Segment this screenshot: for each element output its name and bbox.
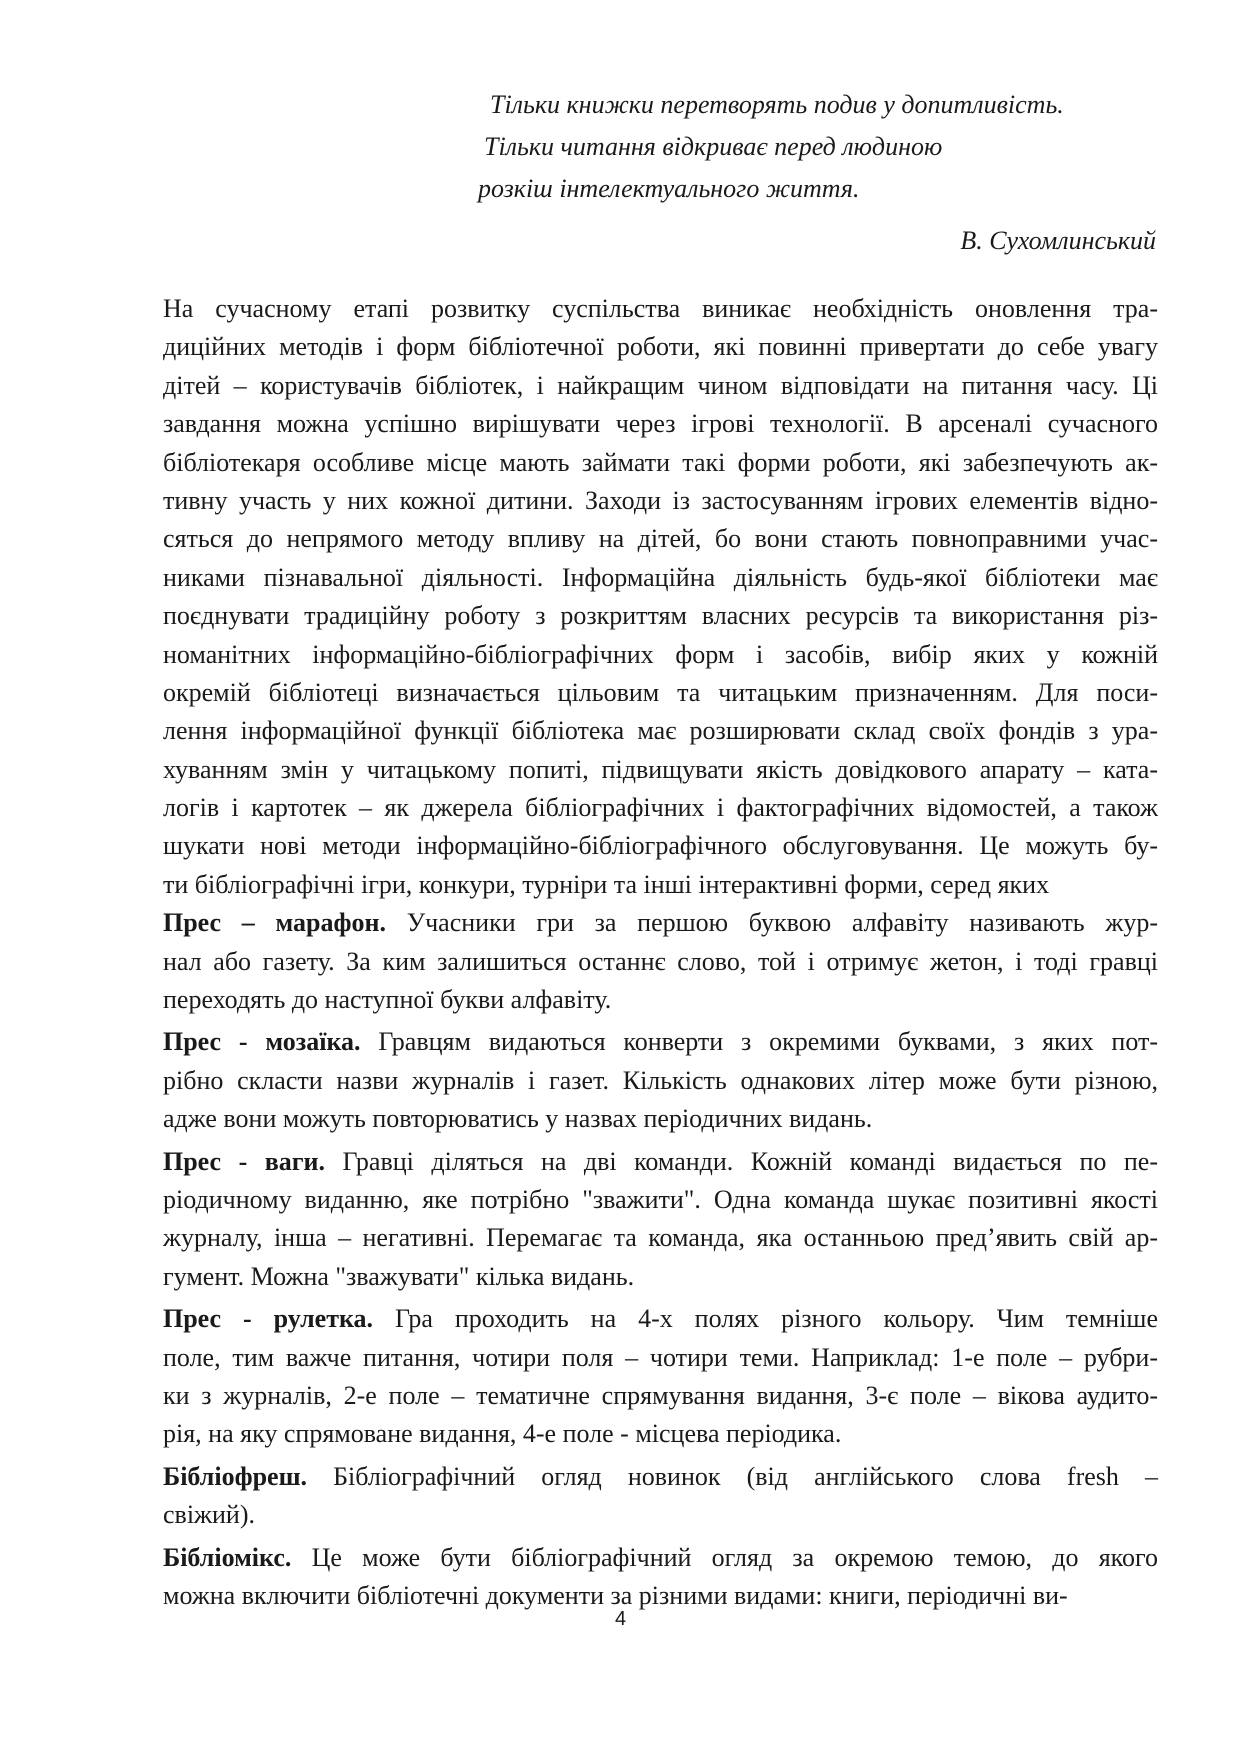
definition-term: Прес – марафон. (163, 908, 386, 938)
intro-line: лення інформаційної функції бібліотека має розширювати склад своїх фондів з ура- (163, 716, 1158, 746)
intro-line: бібліотекаря особливе місце мають займати такі форми роботи, які забезпечують ак- (163, 447, 1158, 477)
epigraph-line: розкіш інтелектуального життя. (478, 174, 860, 203)
definition-line (90, 1300, 1158, 1338)
definition-line: можна включити бібліотечні документи за різними видами: книги, періодичні ви- (163, 1580, 1068, 1610)
definition-term: Бібліофреш. (163, 1461, 308, 1491)
intro-line: На сучасному етапі розвитку суспільства виникає необхідність оновлення тра- (163, 294, 1158, 323)
body-text (90, 290, 1158, 1619)
epigraph-author: В. Сухомлинський (960, 226, 1156, 255)
definition-line: гумент. Можна "зважувати" кілька видань. (163, 1261, 635, 1291)
intro-line: никами пізнавальної діяльності. Інформаційна діяльність будь-якої бібліотеки має (163, 562, 1158, 592)
definition-line: переходять до наступної букви алфавіту. (163, 985, 612, 1015)
page-number: 4 (614, 1608, 627, 1630)
definition-line: адже вони можуть повторюватись у назвах періодичних видань. (163, 1104, 873, 1134)
definition-text: Гравцям видаються конверти з окремими буквами, з яких пот- (360, 1027, 1159, 1057)
intro-line: логів і картотек – як джерела бібліографічних і фактографічних відомостей, а також (163, 793, 1158, 823)
intro-paragraph (90, 290, 1158, 904)
definition-text: Це може бути бібліографічний огляд за окремою темою, до якого (291, 1542, 1158, 1572)
definition-paragraph (90, 1458, 1158, 1535)
intro-line: тивну участь у них кожної дитини. Заходи із застосуванням ігрових елементів відно- (163, 485, 1158, 515)
intro-line: номанітних інформаційно-бібліографічних форм і засобів, вибір яких у кожній (163, 639, 1158, 669)
definition-line (90, 1143, 1158, 1181)
definition-term: Прес - мозаїка. (163, 1027, 361, 1057)
definition-line: журналу, інша – негативні. Перемагає та команда, яка останньою пред’явить свій ар- (163, 1223, 1158, 1253)
intro-line: сяться до непрямого методу впливу на дітей, бо вони стають повноправними учас- (163, 524, 1158, 554)
definition-text: Гравці діляться на дві команди. Кожній команді видається по пе- (325, 1146, 1158, 1176)
definition-term: Бібліомікс. (163, 1542, 292, 1572)
definition-paragraph (90, 904, 1158, 1019)
intro-line: шукати нові методи інформаційно-бібліографічного обслуговування. Це можуть бу- (163, 831, 1158, 861)
definition-text: Гра проходить на 4-х полях різного кольору. Чим темніше (373, 1304, 1158, 1334)
definition-term: Прес - рулетка. (163, 1304, 374, 1334)
definition-line: поле, тим важче питання, чотири поля – чотири теми. Наприклад: 1-е поле – рубри- (163, 1342, 1158, 1372)
definition-text: Бібліографічний огляд новинок (від англійського слова fresh – (307, 1461, 1158, 1491)
definition-line: свіжий). (163, 1500, 255, 1530)
definition-line: рібно скласти назви журналів і газет. Кількість однакових літер може бути різною, (163, 1065, 1158, 1095)
intro-line: окремій бібліотеці визначається цільовим та читацьким призначенням. Для поси- (163, 677, 1158, 707)
definition-line: ки з журналів, 2-е поле – тематичне спрямування видання, 3-є поле – вікова аудито- (163, 1380, 1158, 1410)
intro-line: поєднувати традиційну роботу з розкриттям власних ресурсів та використання різ- (163, 601, 1158, 631)
definition-term: Прес - ваги. (163, 1146, 326, 1176)
definition-line (90, 1458, 1158, 1496)
definition-line: рія, на яку спрямоване видання, 4-е поле - місцева періодика. (163, 1419, 842, 1449)
definition-line (90, 904, 1158, 942)
intro-line: ти бібліографічні ігри, конкури, турніри та інші інтерактивні форми, серед яких (163, 869, 1050, 899)
definition-line (90, 1539, 1158, 1577)
intro-line: диційних методів і форм бібліотечної роботи, які повинні привертати до себе увагу (163, 332, 1158, 362)
definition-paragraph (90, 1023, 1158, 1138)
definition-text: Учасники гри за першою буквою алфавіту називають жур- (385, 908, 1158, 938)
definition-paragraph (90, 1143, 1158, 1297)
definition-line: ріодичному виданню, яке потрібно "зважити". Одна команда шукає позитивні якості (163, 1184, 1158, 1214)
definition-paragraph (90, 1539, 1158, 1616)
intro-line: дітей – користувачів бібліотек, і найкращим чином відповідати на питання часу. Ці (163, 370, 1158, 400)
epigraph-line: Тільки читання відкриває перед людиною (484, 132, 943, 161)
definitions-list (90, 904, 1158, 1619)
intro-line: завдання можна успішно вирішувати через ігрові технології. В арсеналі сучасного (163, 409, 1158, 439)
definition-line: нал або газету. За ким залишиться останнє слово, той і отримує жетон, і тоді гравці (163, 946, 1158, 976)
definition-line (90, 1023, 1158, 1061)
epigraph (478, 84, 1158, 210)
intro-line: хуванням змін у читацькому попиті, підвищувати якість довідкового апарату – ката- (163, 754, 1158, 784)
epigraph-line: Тільки книжки перетворять подив у допитливість. (490, 90, 1064, 119)
definition-paragraph (90, 1300, 1158, 1454)
